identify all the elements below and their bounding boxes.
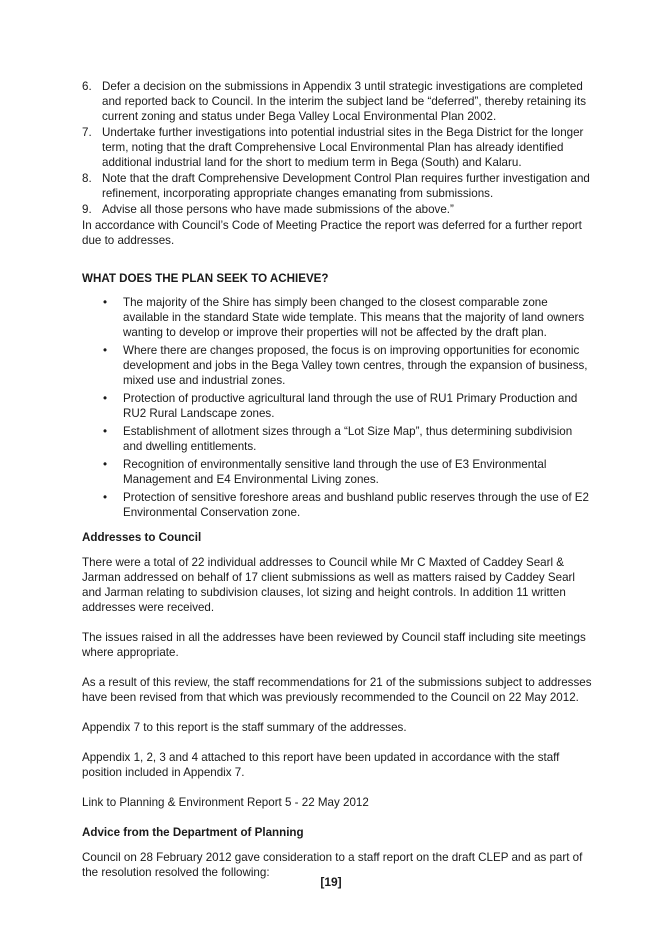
- document-body: [82, 79, 594, 895]
- bullet-text: Establishment of allotment sizes through a “Lot Size Map”, thus determining subdivision and dwelling entitlements.: [123, 425, 573, 453]
- bullet-icon: •: [103, 425, 108, 438]
- page-number: [19]: [320, 875, 342, 889]
- addresses-paragraph: Appendix 7 to this report is the staff summary of the addresses.: [82, 721, 407, 734]
- plan-bullet-item: [82, 391, 594, 421]
- resolution-item: [82, 79, 594, 124]
- addresses-heading: Addresses to Council: [82, 531, 202, 544]
- item-text: Undertake further investigations into potential industrial sites in the Bega District for the longer term, noting that the draft Comprehensive Local Environmental Plan has already identified additional industrial land for the short to medium term in Bega (South) and Kalaru.: [102, 126, 584, 169]
- plan-bullet-list: [82, 295, 594, 520]
- bullet-icon: •: [103, 392, 108, 405]
- bullet-icon: •: [103, 344, 108, 357]
- department-paragraph: Council on 28 February 2012 gave consideration to a staff report on the draft CLEP and as part of the resolution resolved the following:: [82, 851, 583, 879]
- bullet-icon: •: [103, 296, 108, 309]
- report-link-text: Link to Planning & Environment Report 5 - 22 May 2012: [82, 796, 369, 809]
- item-text: Note that the draft Comprehensive Development Control Plan requires further investigation and refinement, incorporating appropriate changes emanating from submissions.: [102, 172, 590, 200]
- department-heading: Advice from the Department of Planning: [82, 826, 304, 839]
- item-text: Advise all those persons who have made submissions of the above.”: [102, 203, 454, 216]
- bullet-text: Where there are changes proposed, the focus is on improving opportunities for economic development and jobs in the Bega Valley town centres, through the expansion of business, mixed use and industrial zones.: [123, 344, 588, 387]
- addresses-paragraph: As a result of this review, the staff recommendations for 21 of the submissions subject to addresses have been revised from that which was previously recommended to the Council on 22 May 2012.: [82, 676, 592, 704]
- plan-bullet-item: [82, 295, 594, 340]
- item-number: 8.: [82, 172, 92, 185]
- addresses-paragraph: There were a total of 22 individual addresses to Council while Mr C Maxted of Caddey Searl & Jarman addressed on behalf of 17 client submissions as well as matters raised by Caddey Searl and Jarman relating to subdivision clauses, lot sizing and height controls. In addition 11 written addresses were received.: [82, 556, 575, 614]
- bullet-text: The majority of the Shire has simply been changed to the closest comparable zone available in the standard State wide template. This means that the majority of land owners wanting to develop or improve their properties will not be affected by the draft plan.: [123, 296, 585, 339]
- bullet-text: Protection of productive agricultural land through the use of RU1 Primary Production and RU2 Rural Landscape zones.: [123, 392, 578, 420]
- resolution-list: [82, 79, 594, 217]
- bullet-icon: •: [103, 458, 108, 471]
- deferral-note: In accordance with Council’s Code of Meeting Practice the report was deferred for a further report due to addresses.: [82, 219, 582, 247]
- item-number: 9.: [82, 203, 92, 216]
- addresses-paragraph: The issues raised in all the addresses have been reviewed by Council staff including site meetings where appropriate.: [82, 631, 586, 659]
- resolution-item: [82, 202, 594, 217]
- resolution-item: [82, 171, 594, 201]
- resolution-item: [82, 125, 594, 170]
- plan-bullet-item: [82, 424, 594, 454]
- item-number: 6.: [82, 80, 92, 93]
- plan-bullet-item: [82, 457, 594, 487]
- bullet-text: Recognition of environmentally sensitive land through the use of E3 Environmental Management and E4 Environmental Living zones.: [123, 458, 547, 486]
- addresses-paragraph: Appendix 1, 2, 3 and 4 attached to this report have been updated in accordance with the staff position included in Appendix 7.: [82, 751, 560, 779]
- item-text: Defer a decision on the submissions in Appendix 3 until strategic investigations are completed and reported back to Council. In the interim the subject land be “deferred”, thereby retaining its current zoning and status under Bega Valley Local Environmental Plan 2002.: [102, 80, 586, 123]
- plan-heading: WHAT DOES THE PLAN SEEK TO ACHIEVE?: [82, 272, 329, 285]
- bullet-icon: •: [103, 491, 108, 504]
- item-number: 7.: [82, 126, 92, 139]
- plan-bullet-item: [82, 343, 594, 388]
- plan-bullet-item: [82, 490, 594, 520]
- bullet-text: Protection of sensitive foreshore areas and bushland public reserves through the use of E2 Environmental Conservation zone.: [123, 491, 589, 519]
